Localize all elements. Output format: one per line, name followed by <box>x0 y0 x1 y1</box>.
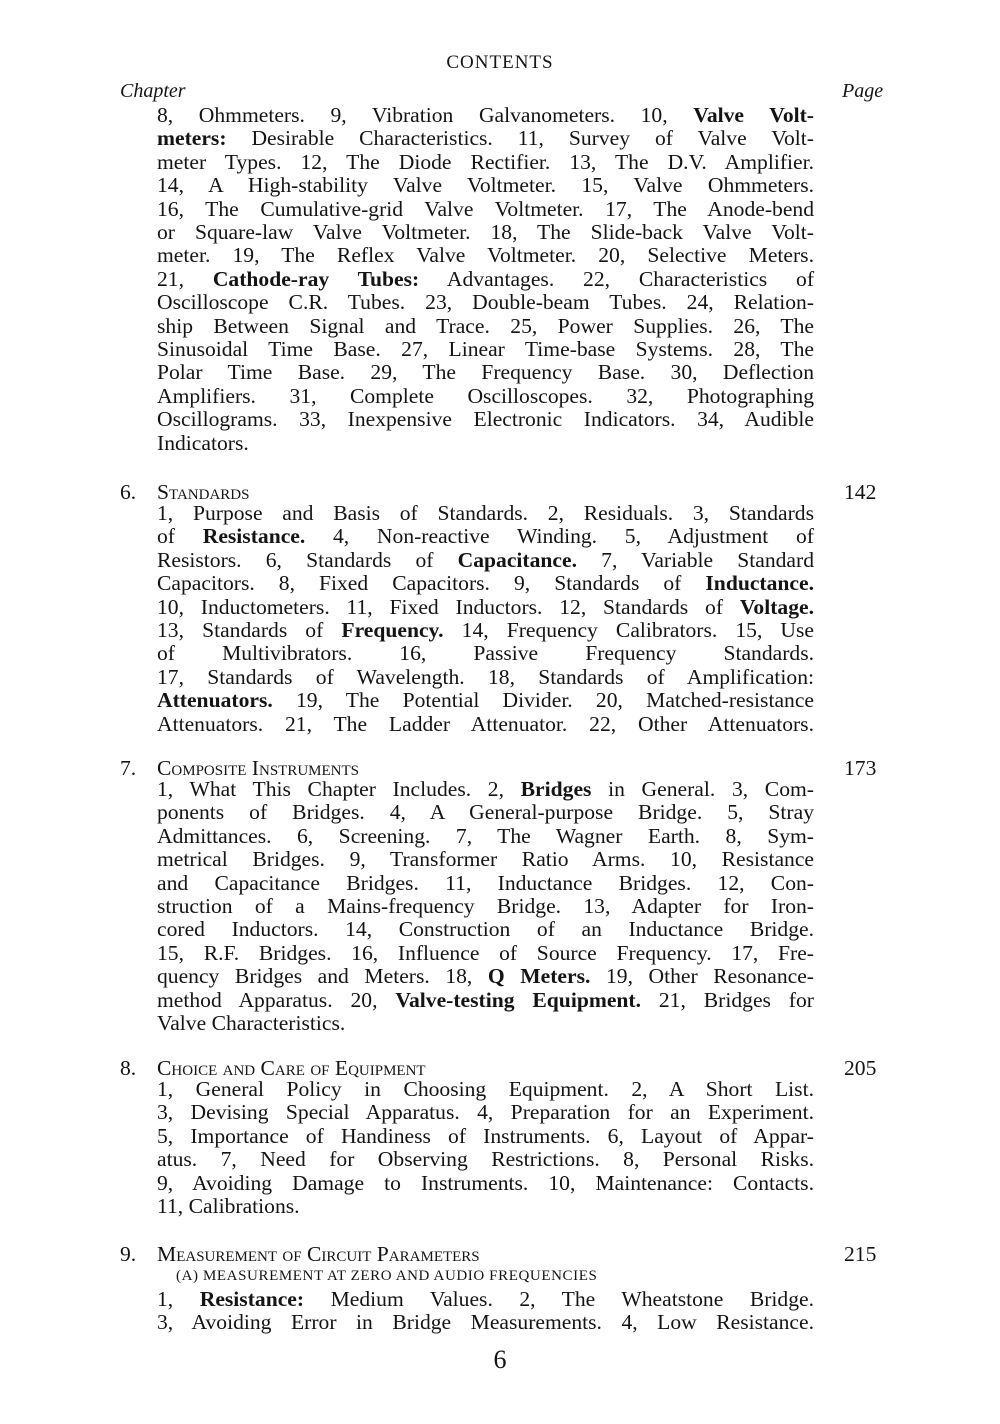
toc-line: meter. 19, The Reflex Valve Voltmeter. 20, Selective Meters. <box>157 243 814 268</box>
toc-line: 16, The Cumulative-grid Valve Voltmeter. 17, The Anode-bend <box>157 196 814 221</box>
toc-line: 13, Standards of Frequency. 14, Frequency Calibrators. 15, Use <box>157 618 815 643</box>
toc-line: of Multivibrators. 16, Passive Frequency Standards. <box>157 641 814 666</box>
toc-line: metrical Bridges. 9, Transformer Ratio Arms. 10, Resistance <box>157 847 814 872</box>
toc-line: 21, Cathode-ray Tubes: Advantages. 22, Characteristics of <box>157 266 815 291</box>
toc-line: 3, Devising Special Apparatus. 4, Preparation for an Experiment. <box>157 1100 814 1125</box>
toc-line: Capacitors. 8, Fixed Capacitors. 9, Standards of Inductance. <box>157 571 814 596</box>
toc-line: 10, Inductometers. 11, Fixed Inductors. 12, Standards of Voltage. <box>157 594 814 619</box>
toc-line: atus. 7, Need for Observing Restrictions. 8, Personal Risks. <box>157 1147 814 1172</box>
chapter-9-number: 9. <box>120 1242 137 1266</box>
toc-line: 1, General Policy in Choosing Equipment. 2, A Short List. <box>157 1077 814 1101</box>
toc-line: ship Between Signal and Trace. 25, Power Supplies. 26, The <box>157 313 814 338</box>
chapter-8-title: Choice and Care of Equipment <box>157 1056 426 1080</box>
chapter-9-page: 215 <box>844 1242 877 1266</box>
chapter-9-title: Measurement of Circuit Parameters <box>157 1242 480 1266</box>
toc-line: Resistors. 6, Standards of Capacitance. 7, Variable Standard <box>157 547 815 572</box>
chapter-5-continuation <box>157 104 814 455</box>
toc-line: 3, Avoiding Error in Bridge Measurements. 4, Low Resistance. <box>157 1310 814 1335</box>
toc-line: Oscilloscope C.R. Tubes. 23, Double-beam Tubes. 24, Relation- <box>157 290 814 315</box>
chapter-9-subheading: (A) MEASUREMENT AT ZERO AND AUDIO FREQUENCIES <box>176 1268 598 1284</box>
toc-line: 5, Importance of Handiness of Instruments. 6, Layout of Appar- <box>157 1123 814 1148</box>
toc-line: Attenuators. 19, The Potential Divider. 20, Matched-resistance <box>157 688 814 713</box>
toc-line: meters: Desirable Characteristics. 11, Survey of Valve Volt- <box>157 126 814 151</box>
chapter-7-title: Composite Instruments <box>157 756 360 780</box>
chapter-7-entries <box>157 778 814 1035</box>
page-number: 6 <box>493 1345 507 1374</box>
chapter-6-page: 142 <box>844 480 877 504</box>
toc-line: meter Types. 12, The Diode Rectifier. 13, The D.V. Amplifier. <box>157 149 814 174</box>
chapter-8-page: 205 <box>844 1056 877 1080</box>
toc-line: ponents of Bridges. 4, A General-purpose Bridge. 5, Stray <box>157 800 814 825</box>
toc-line: and Capacitance Bridges. 11, Inductance Bridges. 12, Con- <box>157 870 814 895</box>
chapter-7-page: 173 <box>844 756 877 780</box>
chapter-9-entries <box>157 1288 814 1335</box>
toc-line: 11, Calibrations. <box>157 1194 300 1219</box>
toc-line: of Resistance. 4, Non-reactive Winding. 5, Adjustment of <box>157 524 814 549</box>
toc-line: cored Inductors. 14, Construction of an Inductance Bridge. <box>157 917 814 942</box>
toc-line: Attenuators. 21, The Ladder Attenuator. 22, Other Attenuators. <box>157 711 814 736</box>
toc-line: Indicators. <box>157 430 249 455</box>
toc-line: 17, Standards of Wavelength. 18, Standards of Amplification: <box>157 664 814 689</box>
toc-line: method Apparatus. 20, Valve-testing Equipment. 21, Bridges for <box>157 987 814 1012</box>
page-column-label: Page <box>842 80 884 102</box>
running-head: CONTENTS <box>446 52 554 73</box>
chapter-8-number: 8. <box>120 1056 137 1080</box>
toc-line: Admittances. 6, Screening. 7, The Wagner Earth. 8, Sym- <box>157 823 814 848</box>
toc-line: Valve Characteristics. <box>157 1011 346 1036</box>
chapter-column-label: Chapter <box>120 80 186 102</box>
toc-line: Oscillograms. 33, Inexpensive Electronic Indicators. 34, Audible <box>157 407 814 432</box>
chapter-6-number: 6. <box>120 480 137 504</box>
chapter-7-number: 7. <box>120 756 137 780</box>
toc-line: 14, A High-stability Valve Voltmeter. 15, Valve Ohmmeters. <box>157 173 814 198</box>
chapter-6-entries <box>157 502 814 736</box>
toc-line: quency Bridges and Meters. 18, Q Meters. 19, Other Resonance- <box>157 964 814 989</box>
toc-line: or Square-law Valve Voltmeter. 18, The Slide-back Valve Volt- <box>157 220 814 245</box>
toc-line: 1, What This Chapter Includes. 2, Bridges in General. 3, Com- <box>157 777 814 801</box>
toc-line: Amplifiers. 31, Complete Oscilloscopes. 32, Photographing <box>157 383 814 408</box>
toc-line: 15, R.F. Bridges. 16, Influence of Source Frequency. 17, Fre- <box>157 940 814 965</box>
toc-line: Sinusoidal Time Base. 27, Linear Time-base Systems. 28, The <box>157 337 814 362</box>
chapter-6-title: Standards <box>157 480 250 504</box>
chapter-8-entries <box>157 1078 814 1218</box>
toc-line: 8, Ohmmeters. 9, Vibration Galvanometers. 10, Valve Volt- <box>157 103 814 127</box>
toc-line: 1, Resistance: Medium Values. 2, The Wheatstone Bridge. <box>157 1287 814 1311</box>
toc-line: 1, Purpose and Basis of Standards. 2, Residuals. 3, Standards <box>157 501 814 525</box>
toc-line: struction of a Mains-frequency Bridge. 13, Adapter for Iron- <box>157 894 814 919</box>
toc-line: 9, Avoiding Damage to Instruments. 10, Maintenance: Contacts. <box>157 1170 814 1195</box>
toc-line: Polar Time Base. 29, The Frequency Base. 30, Deflection <box>157 360 814 385</box>
